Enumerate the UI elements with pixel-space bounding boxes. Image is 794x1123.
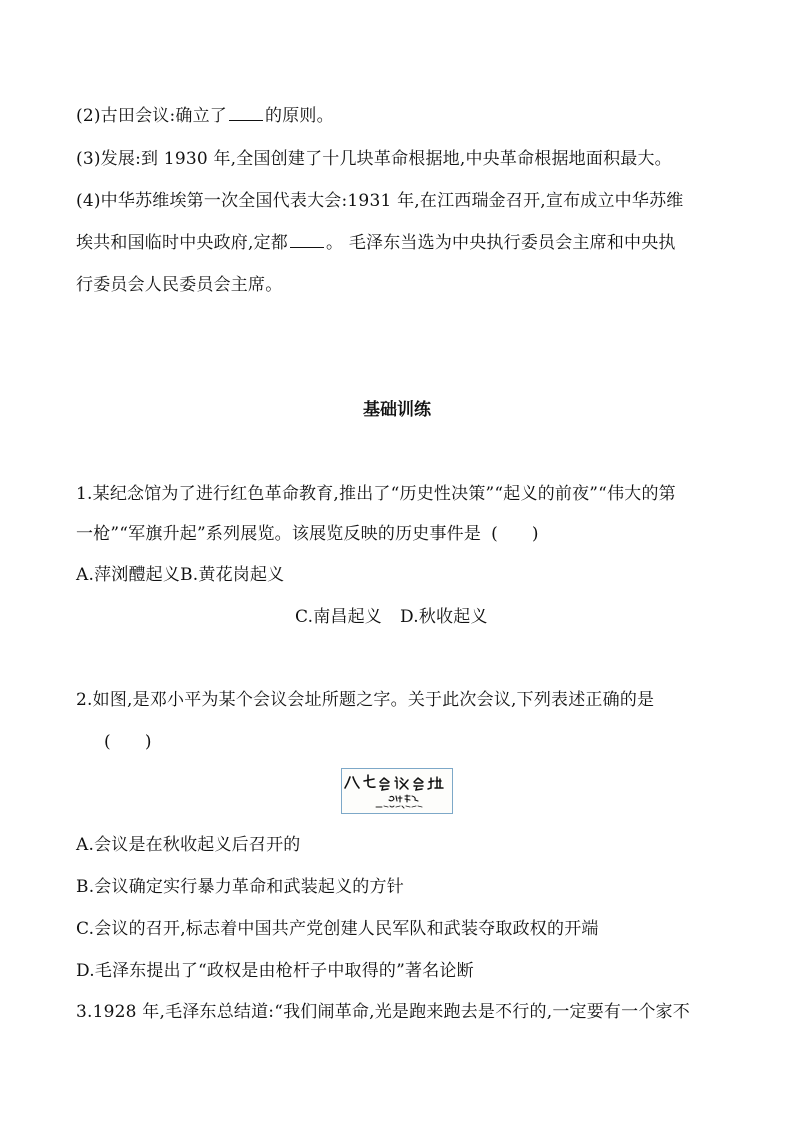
question-1-line-2 [76,522,539,546]
summary-item-3: (3)发展:到 1930 年,全国创建了十几块革命根据地,中央革命根据地面积最大。 [76,149,672,169]
question-2-parentheses [104,730,152,754]
question-1-line-1: 1.某纪念馆为了进行红色革命教育,推出了“历史性决策”“起义的前夜”“伟大的第 [76,484,676,504]
calligraphy-strokes [342,769,452,813]
question-2-option-a: A.会议是在秋收起义后召开的 [76,835,301,855]
question-2-option-b: B.会议确定实行暴力革命和武装起义的方针 [76,877,404,897]
summary-item-4-text-end: 。 毛泽东当选为中央执行委员会主席和中央执 [326,233,676,253]
question-2-line-1: 2.如图,是邓小平为某个会议会址所题之字。关于此次会议,下列表述正确的是 [76,690,655,710]
calligraphy-inscription-image [341,768,453,814]
question-1-stem-end: 一枪”“军旗升起”系列展览。该展览反映的历史事件是 [76,524,482,544]
answer-blank [290,231,324,248]
question-1-option-ab: A.萍浏醴起义B.黄花岗起义 [76,565,285,585]
summary-item-4-line-2 [76,231,676,255]
summary-item-2 [76,104,334,128]
answer-blank [229,104,263,121]
paren-close: ) [531,524,539,544]
question-1-option-cd [295,605,488,629]
paren-close: ) [144,732,152,752]
summary-item-2-text-end: 的原则。 [265,106,334,126]
summary-item-4-line-1: (4)中华苏维埃第一次全国代表大会:1931 年,在江西瑞金召开,宣布成立中华苏维 [76,191,684,211]
question-2-option-d: D.毛泽东提出了“政权是由枪杆子中取得的”著名论断 [76,961,474,981]
summary-item-4-line-3: 行委员会人民委员会主席。 [76,275,283,295]
summary-item-4-text: 埃共和国临时中央政府,定都 [76,233,289,253]
paren-open: ( [491,524,498,544]
answer-parentheses [491,522,539,546]
summary-item-2-text: (2)古田会议:确立了 [76,106,228,126]
question-2-option-c: C.会议的召开,标志着中国共产党创建人民军队和武装夺取政权的开端 [76,919,599,939]
question-3-line-1: 3.1928 年,毛泽东总结道:“我们闹革命,光是跑来跑去是不行的,一定要有一个家不 [76,1002,690,1022]
section-title: 基础训练 [363,400,431,420]
question-1-option-d: D.秋收起义 [400,607,488,627]
paren-open: ( [104,732,111,752]
question-1-option-c: C.南昌起义 [295,607,383,627]
